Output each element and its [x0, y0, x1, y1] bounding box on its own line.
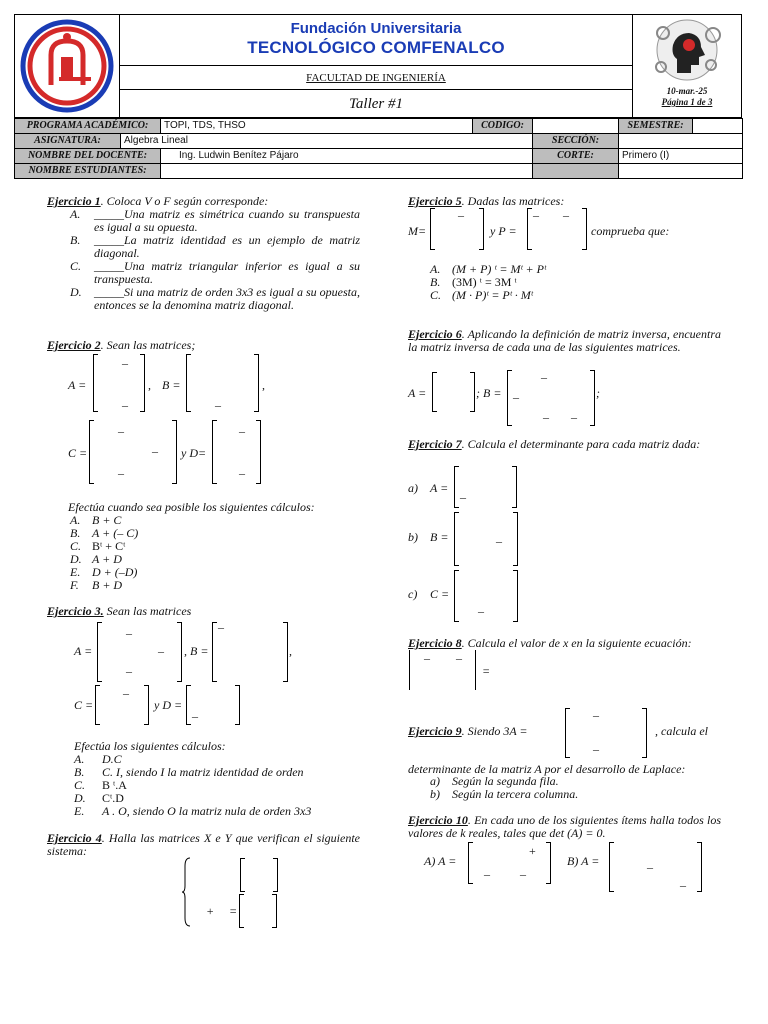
matrix-entry: –	[571, 410, 577, 424]
matrix-bracket-left	[468, 842, 473, 884]
ej5-heading	[408, 195, 564, 208]
ej6-title: Ejercicio 6	[408, 327, 462, 341]
matrix-entry: –	[478, 604, 484, 618]
matrix-bracket-right	[470, 372, 475, 412]
matrix-b-label: B =	[430, 530, 449, 544]
ej2-intro: . Sean las matrices;	[100, 338, 196, 352]
matrix-d-label: y D=	[181, 446, 207, 460]
matrix-entry: _	[484, 863, 490, 877]
matrix-a-label: A =	[68, 378, 87, 392]
comma: ,	[148, 378, 151, 392]
ej10-intro: . En cada uno de los siguientes ítems halla todos los valores de k reales, tales que det (A) = 0.	[408, 813, 721, 840]
list-item: A. B + C	[70, 513, 122, 527]
ej7-intro: . Calcula el determinante para cada matriz dada:	[461, 437, 701, 451]
matrix-bracket-right	[697, 842, 702, 892]
matrix-entry: +	[529, 844, 536, 858]
comma: ,	[289, 644, 292, 658]
corte-label: CORTE:	[533, 149, 619, 164]
ej9-cont: determinante de la matriz A por el desarrollo de Laplace:	[408, 762, 686, 776]
matrix-entry: –	[122, 356, 128, 370]
estudiantes-value[interactable]	[161, 164, 533, 179]
matrix-c-label: C =	[430, 587, 450, 601]
list-item: b) Según la tercera columna.	[430, 787, 579, 801]
matrix-entry: –	[239, 466, 245, 480]
matrix-bracket-right	[582, 208, 587, 250]
matrix-bracket-right	[140, 354, 145, 412]
matrix-bracket-left	[186, 685, 191, 725]
matrix-entry: –	[563, 208, 569, 222]
matrix-entry: –	[424, 651, 430, 665]
ej2-calc-label: Efectúa cuando sea posible los siguientes cálculos:	[68, 500, 315, 514]
ej8-intro: . Calcula el valor de x en la siguiente ecuación:	[461, 636, 692, 650]
matrix-entry: _	[496, 530, 502, 544]
list-item: E. D + (–D)	[70, 565, 138, 579]
matrix-bracket-right	[172, 420, 177, 484]
matrix-b-label: , B =	[184, 644, 209, 658]
matrix-bracket-right	[546, 842, 551, 884]
matrix-bracket-right	[273, 858, 278, 892]
asignatura-value: Algebra Lineal	[121, 134, 533, 149]
matrix-bracket-right	[479, 208, 484, 250]
matrix-bracket-left	[565, 708, 570, 758]
list-item: B. (3M) ᵗ = 3M ᵗ	[430, 275, 517, 289]
list-item: C. _____Una matriz triangular inferior es igual a su transpuesta.	[70, 259, 360, 286]
matrix-entry: _	[192, 705, 198, 719]
list-item: a) Según la segunda fila.	[430, 774, 559, 788]
ej4-heading	[47, 832, 360, 858]
matrix-bracket-left	[95, 685, 100, 725]
matrix-bracket-left	[507, 370, 512, 426]
determinant-bar-right	[475, 650, 476, 690]
docente-value: Ing. Ludwin Benítez Pájaro	[161, 149, 533, 164]
matrix-a-label: A =	[408, 386, 427, 400]
matrix-bracket-right	[590, 370, 595, 426]
matrix-p-label: y P =	[490, 224, 517, 238]
list-item: D. _____Si una matriz de orden 3x3 es igual a su opuesta, entonces se la denomina matriz diagonal.	[70, 285, 360, 312]
ej1-intro: . Coloca V o F según corresponde:	[100, 194, 269, 208]
institution-logo	[15, 15, 119, 117]
ej10-title: Ejercicio 10	[408, 813, 468, 827]
comma: ,	[262, 378, 265, 392]
matrix-bracket-left	[454, 570, 459, 622]
matrix-entry: –	[543, 410, 549, 424]
header-center	[120, 14, 632, 118]
matrix-entry: –	[118, 466, 124, 480]
matrix-bracket-left	[609, 842, 614, 892]
list-item: E. A . O, siendo O la matriz nula de orden 3x3	[74, 804, 312, 818]
matrix-bracket-left	[186, 354, 191, 412]
document-header	[14, 14, 742, 184]
matrix-bracket-right	[642, 708, 647, 758]
page-number: Página 1 de 3	[661, 97, 713, 107]
list-item: D. Cᵗ.D	[74, 791, 124, 805]
matrix-m-label: M=	[408, 224, 427, 238]
document-date: 10-mar.-25	[666, 86, 708, 96]
ej6-intro: . Aplicando la definición de matriz inversa, encuentra la matriz inversa de cada una de las siguientes matrices.	[408, 327, 721, 354]
matrix-b-label: B =	[162, 378, 181, 392]
list-label: b)	[408, 530, 418, 544]
list-item: A. (M + P) ᵗ = Mᵗ + Pᵗ	[430, 262, 546, 276]
matrix-bracket-left	[239, 894, 244, 928]
item-a-label: A) A =	[424, 854, 457, 868]
ej9-pre: . Siendo 3A =	[461, 724, 528, 738]
equals-sign: =	[482, 664, 491, 678]
matrix-a-label: A =	[430, 481, 449, 495]
list-item: B. _____La matriz identidad es un ejemplo de matriz diagonal.	[70, 233, 360, 260]
matrix-entry: –	[218, 620, 224, 634]
matrix-bracket-left	[97, 622, 102, 682]
institution-logo-box	[14, 14, 120, 118]
matrix-entry: –	[158, 644, 164, 658]
system-brace	[182, 856, 192, 928]
institution-line1: Fundación Universitaria	[290, 20, 462, 37]
docente-label: NOMBRE DEL DOCENTE:	[15, 149, 161, 164]
list-item: B. C. I, siendo I la matriz identidad de orden	[74, 765, 304, 779]
matrix-a-label: A =	[74, 644, 93, 658]
matrix-bracket-right	[512, 466, 517, 508]
list-item: D. A + D	[70, 552, 122, 566]
institution-line2: TECNOLÓGICO COMFENALCO	[247, 38, 505, 57]
matrix-entry: –	[122, 398, 128, 412]
matrix-entry: –	[126, 626, 132, 640]
ej4-title: Ejercicio 4	[47, 831, 102, 845]
matrix-d-label: y D =	[154, 698, 183, 712]
ej2-title: Ejercicio 2	[47, 338, 101, 352]
matrix-entry: _	[513, 386, 519, 400]
matrix-c-label: C =	[74, 698, 94, 712]
ej9-title: Ejercicio 9	[408, 724, 462, 738]
matrix-bracket-right	[513, 570, 518, 622]
ej2-list	[70, 514, 138, 592]
ej3-heading	[47, 605, 191, 618]
matrix-bracket-left	[93, 354, 98, 412]
matrix-bracket-left	[527, 208, 532, 250]
matrix-entry: _	[520, 863, 526, 877]
list-item: C. (M · P)ᵗ = Pᵗ · Mᵗ	[430, 288, 533, 302]
matrix-b-label: ; B =	[476, 386, 502, 400]
item-b-label: B) A =	[567, 854, 600, 868]
matrix-entry: –	[541, 370, 547, 384]
seccion-value[interactable]	[619, 134, 743, 149]
ej7-heading	[408, 438, 721, 451]
matrix-entry: –	[123, 686, 129, 700]
list-item: B. A + (– C)	[70, 526, 139, 540]
brain-gears-icon	[633, 15, 741, 85]
ej1-title: Ejercicio 1	[47, 194, 101, 208]
plus-sign: +	[206, 904, 215, 918]
programa-label: PROGRAMA ACADÉMICO:	[15, 119, 161, 134]
ej3-intro: Sean las matrices	[103, 604, 192, 618]
matrix-bracket-left	[89, 420, 94, 484]
matrix-bracket-right	[254, 354, 259, 412]
ej9-heading	[408, 724, 528, 739]
matrix-entry: –	[533, 208, 539, 222]
ej3-calc-label: Efectúa los siguientes cálculos:	[74, 739, 226, 753]
info-table	[14, 118, 743, 179]
ej3-list	[74, 753, 311, 818]
semestre-label: SEMESTRE:	[619, 119, 693, 134]
ej9-post: , calcula el	[655, 724, 708, 738]
determinant-bar-left	[409, 650, 410, 690]
equals-sign: =	[229, 904, 238, 918]
matrix-entry: –	[215, 398, 221, 412]
matrix-entry: _	[680, 874, 686, 888]
matrix-bracket-left	[432, 372, 437, 412]
semestre-value[interactable]	[693, 119, 743, 134]
list-item: C. Bᵗ + Cᵗ	[70, 539, 126, 553]
estudiantes-shaded-cell	[533, 164, 619, 179]
ej5-intro: . Dadas las matrices:	[461, 194, 565, 208]
matrix-bracket-right	[235, 685, 240, 725]
matrix-entry: _	[647, 856, 653, 870]
ej2-heading	[47, 339, 195, 352]
matrix-bracket-right	[283, 622, 288, 682]
matrix-bracket-left	[240, 858, 245, 892]
ej3-title: Ejercicio 3.	[47, 604, 104, 618]
programa-value: TOPI, TDS, THSO	[161, 119, 473, 134]
matrix-bracket-right	[144, 685, 149, 725]
ej7-title: Ejercicio 7	[408, 437, 462, 451]
matrix-c-label: C =	[68, 446, 88, 460]
list-item: A. D.C	[74, 752, 122, 766]
comprueba-text: comprueba que:	[591, 224, 670, 238]
matrix-entry: –	[456, 651, 462, 665]
list-label: c)	[408, 587, 418, 601]
semicolon: ;	[596, 386, 600, 400]
corte-value: Primero (I)	[619, 149, 743, 164]
ej6-heading	[408, 328, 721, 354]
matrix-entry: –	[118, 424, 124, 438]
matrix-bracket-right	[177, 622, 182, 682]
ej8-title: Ejercicio 8	[408, 636, 462, 650]
list-item: C. B ᵗ.A	[74, 778, 127, 792]
ej4-intro: . Halla las matrices X e Y que verifican el siguiente sistema:	[47, 831, 360, 858]
matrix-entry: –	[593, 708, 599, 722]
matrix-bracket-left	[212, 420, 217, 484]
estudiantes-extra-cell[interactable]	[619, 164, 743, 179]
asignatura-label: ASIGNATURA:	[15, 134, 121, 149]
document-title: Taller #1	[120, 90, 632, 118]
codigo-value[interactable]	[533, 119, 619, 134]
matrix-entry: –	[458, 208, 464, 222]
matrix-entry: –	[593, 742, 599, 756]
matrix-bracket-left	[454, 466, 459, 508]
ej10-heading	[408, 814, 721, 840]
seccion-label: SECCIÓN:	[533, 134, 619, 149]
matrix-entry: –	[239, 424, 245, 438]
list-item: A. _____Una matriz es simétrica cuando su transpuesta es igual a su opuesta.	[70, 207, 360, 234]
ej9-list	[430, 775, 578, 801]
estudiantes-label: NOMBRE ESTUDIANTES:	[15, 164, 161, 179]
matrix-entry: –	[152, 444, 158, 458]
matrix-bracket-left	[454, 512, 459, 566]
matrix-entry: _	[460, 486, 466, 500]
faculty-label: FACULTAD DE INGENIERÍA	[120, 66, 632, 90]
codigo-label: CODIGO:	[473, 119, 533, 134]
matrix-bracket-left	[430, 208, 435, 250]
institution-title	[120, 14, 632, 66]
matrix-bracket-right	[513, 512, 518, 566]
ej5-title: Ejercicio 5	[408, 194, 462, 208]
list-item: F. B + D	[70, 578, 123, 592]
matrix-bracket-right	[256, 420, 261, 484]
matrix-entry: –	[126, 664, 132, 678]
ej8-heading	[408, 637, 721, 650]
matrix-bracket-left	[212, 622, 217, 682]
ej5-list	[430, 263, 546, 302]
matrix-bracket-right	[272, 894, 277, 928]
ej1-list	[70, 208, 360, 312]
list-label: a)	[408, 481, 418, 495]
